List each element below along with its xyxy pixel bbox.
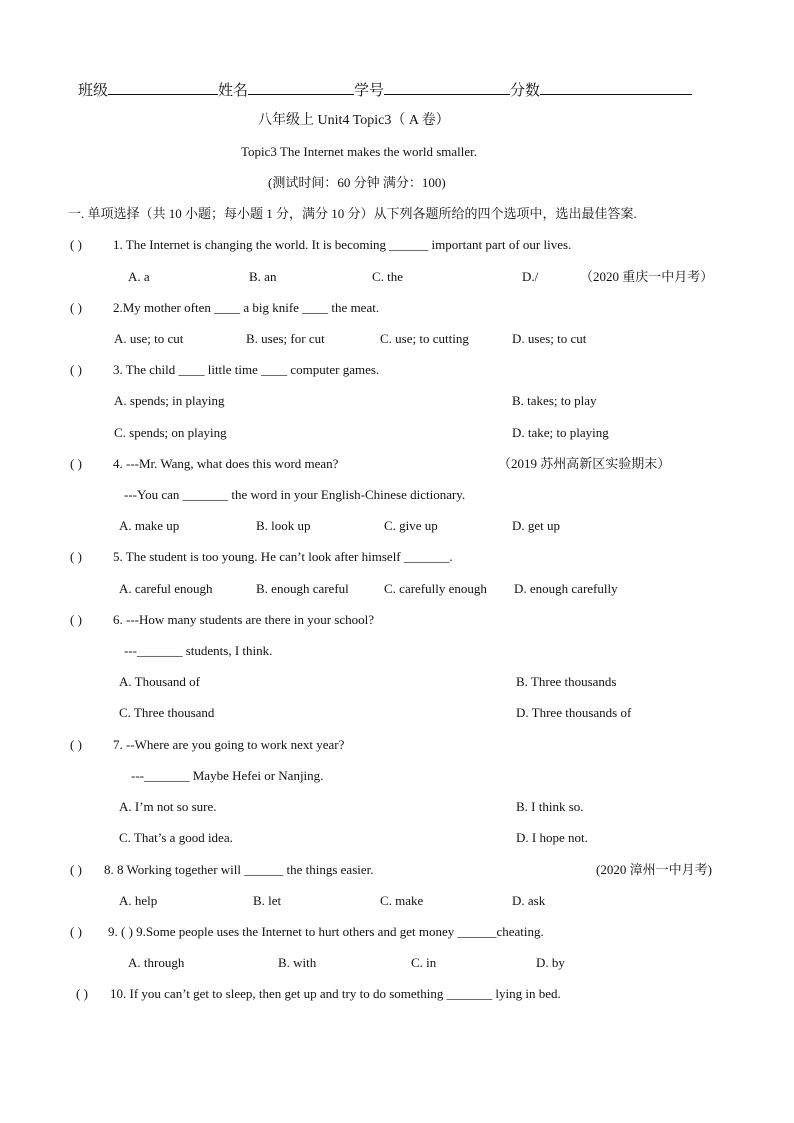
question-4-option-c[interactable]: C. give up — [384, 518, 438, 533]
question-3-option-b[interactable]: B. takes; to play — [512, 393, 597, 408]
question-8-stem: 8. 8 Working together will ______ the things easier. — [104, 862, 374, 877]
question-9-option-a[interactable]: A. through — [128, 955, 185, 970]
question-1-stem: 1. The Internet is changing the world. It is becoming ______ important part of our lives. — [113, 237, 572, 252]
question-9-paren[interactable]: ( ) — [70, 924, 82, 939]
score-label: 分数 — [510, 83, 541, 99]
question-1-paren[interactable]: ( ) — [70, 237, 82, 252]
question-10-stem: 10. If you can’t get to sleep, then get up and try to do something _______ lying in bed. — [110, 986, 561, 1001]
question-7-option-d[interactable]: D. I hope not. — [516, 830, 588, 845]
question-2-option-d[interactable]: D. uses; to cut — [512, 331, 587, 346]
question-7-paren[interactable]: ( ) — [70, 737, 82, 752]
question-9-option-c[interactable]: C. in — [411, 955, 437, 970]
question-6-option-d[interactable]: D. Three thousands of — [516, 705, 632, 720]
question-9-option-d[interactable]: D. by — [536, 955, 565, 970]
question-4-option-b[interactable]: B. look up — [256, 518, 311, 533]
question-6-option-a[interactable]: A. Thousand of — [119, 674, 201, 689]
question-6-line2: ---_______ students, I think. — [124, 643, 273, 658]
question-4-stem: 4. ---Mr. Wang, what does this word mean? — [113, 456, 339, 471]
question-4-option-a[interactable]: A. make up — [119, 518, 180, 533]
question-1-option-a[interactable]: A. a — [128, 269, 150, 284]
class-blank[interactable] — [108, 80, 218, 95]
question-2-option-c[interactable]: C. use; to cutting — [380, 331, 469, 346]
page-title: 八年级上 Unit4 Topic3（ A 卷） — [258, 113, 450, 128]
test-info: (测试时间：60 分钟 满分：100) — [268, 175, 446, 190]
student-id-label: 学号 — [354, 83, 385, 99]
score-blank[interactable] — [540, 80, 692, 95]
question-9-stem: 9. ( ) 9.Some people uses the Internet to hurt others and get money ______cheating. — [108, 924, 544, 939]
page-subtitle: Topic3 The Internet makes the world smaller. — [241, 144, 478, 159]
question-3-option-c[interactable]: C. spends; on playing — [114, 425, 227, 440]
question-1-option-c[interactable]: C. the — [372, 269, 404, 284]
question-3-option-d[interactable]: D. take; to playing — [512, 425, 609, 440]
question-5-option-a[interactable]: A. careful enough — [119, 581, 213, 596]
question-10-paren[interactable]: ( ) — [76, 986, 88, 1001]
question-3-stem: 3. The child ____ little time ____ computer games. — [113, 362, 380, 377]
question-8-option-a[interactable]: A. help — [119, 893, 158, 908]
question-8-source: (2020 漳州一中月考) — [596, 862, 712, 877]
question-6-option-b[interactable]: B. Three thousands — [516, 674, 617, 689]
question-2-paren[interactable]: ( ) — [70, 300, 82, 315]
question-6-option-c[interactable]: C. Three thousand — [119, 705, 215, 720]
question-4-source: （2019 苏州高新区实验期末） — [498, 456, 671, 471]
name-blank[interactable] — [248, 80, 354, 95]
question-7-option-c[interactable]: C. That’s a good idea. — [119, 830, 233, 845]
question-6-stem: 6. ---How many students are there in your school? — [113, 612, 375, 627]
question-7-stem: 7. --Where are you going to work next year? — [113, 737, 345, 752]
question-7-option-b[interactable]: B. I think so. — [516, 799, 584, 814]
question-1-option-b[interactable]: B. an — [249, 269, 277, 284]
question-1-option-d[interactable]: D./ — [522, 269, 539, 284]
question-3-paren[interactable]: ( ) — [70, 362, 82, 377]
question-3-option-a[interactable]: A. spends; in playing — [114, 393, 225, 408]
question-7-line2: ---_______ Maybe Hefei or Nanjing. — [131, 768, 324, 783]
question-5-option-c[interactable]: C. carefully enough — [384, 581, 487, 596]
question-2-option-a[interactable]: A. use; to cut — [114, 331, 184, 346]
section-heading: 一. 单项选择（共 10 小题；每小题 1 分，满分 10 分）从下列各题所给的四个选项中，选出最佳答案. — [68, 206, 637, 221]
student-id-blank[interactable] — [384, 80, 510, 95]
header-row — [78, 80, 692, 101]
question-8-option-c[interactable]: C. make — [380, 893, 424, 908]
question-2-option-b[interactable]: B. uses; for cut — [246, 331, 325, 346]
question-9-option-b[interactable]: B. with — [278, 955, 317, 970]
question-8-paren[interactable]: ( ) — [70, 862, 82, 877]
question-1-source: （2020 重庆一中月考） — [580, 269, 714, 284]
class-label: 班级 — [78, 83, 109, 99]
question-5-paren[interactable]: ( ) — [70, 549, 82, 564]
name-label: 姓名 — [218, 83, 249, 99]
question-8-option-b[interactable]: B. let — [253, 893, 282, 908]
question-4-paren[interactable]: ( ) — [70, 456, 82, 471]
question-7-option-a[interactable]: A. I’m not so sure. — [119, 799, 217, 814]
question-5-option-b[interactable]: B. enough careful — [256, 581, 349, 596]
question-8-option-d[interactable]: D. ask — [512, 893, 546, 908]
question-4-option-d[interactable]: D. get up — [512, 518, 561, 533]
question-4-line2: ---You can _______ the word in your English-Chinese dictionary. — [124, 487, 466, 502]
question-5-stem: 5. The student is too young. He can’t look after himself _______. — [113, 549, 453, 564]
question-5-option-d[interactable]: D. enough carefully — [514, 581, 618, 596]
question-6-paren[interactable]: ( ) — [70, 612, 82, 627]
question-2-stem: 2.My mother often ____ a big knife ____ the meat. — [113, 300, 380, 315]
